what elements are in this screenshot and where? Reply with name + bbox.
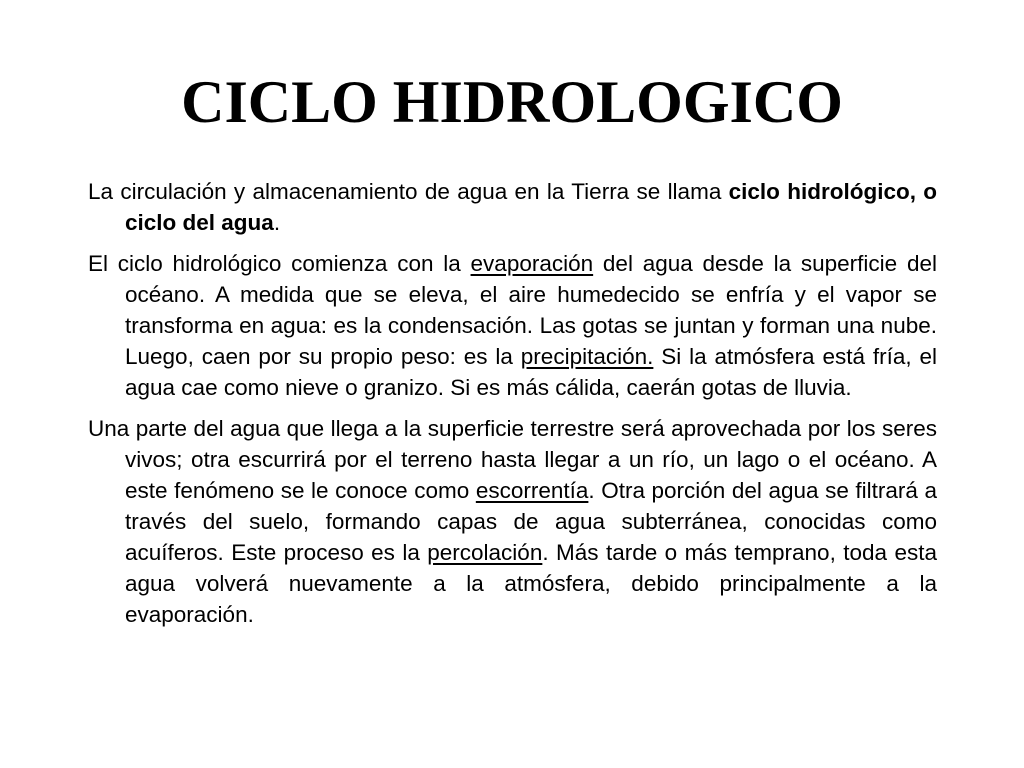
paragraph-process-text-1: El ciclo hidrológico comienza con la bbox=[88, 251, 471, 276]
term-ciclo-hidrologico: ciclo hidrológico, o ciclo del agua bbox=[125, 179, 937, 235]
paragraph-runoff-text-1: Una parte del agua que llega a la superficie terrestre será aprovechada por los seres vivos; otra escurrirá por el terreno hasta llegar a un río, un lago o el océano. A este fenómeno se le conoce como bbox=[88, 416, 937, 503]
paragraph-process-text-3: Si la atmósfera está fría, el agua cae como nieve o granizo. Si es más cálida, caerán gotas de lluvia. bbox=[125, 344, 938, 400]
paragraph-definition-end: . bbox=[273, 210, 281, 235]
term-escorrentia: escorrentía bbox=[475, 478, 589, 503]
paragraph-definition-text: La circulación y almacenamiento de agua en la Tierra se llama bbox=[88, 179, 729, 204]
paragraph-process bbox=[88, 248, 937, 403]
slide-body bbox=[88, 176, 937, 640]
paragraph-runoff-text-2: . Otra porción del agua se filtrará a través del suelo, formando capas de agua subterránea, conocidas como acuíferos. Este proceso es la bbox=[125, 478, 937, 565]
term-percolacion: percolación bbox=[427, 540, 543, 565]
term-precipitacion: precipitación. bbox=[520, 344, 654, 369]
paragraph-runoff bbox=[88, 413, 937, 630]
slide-title: CICLO HIDROLOGICO bbox=[181, 69, 843, 135]
paragraph-process-text-2: del agua desde la superficie del océano. A medida que se eleva, el aire humedecido se enfría y el vapor se transforma en agua: es la condensación. Las gotas se juntan y forman una nube. Luego, caen por su propio peso: es la bbox=[125, 251, 937, 369]
term-evaporacion: evaporación bbox=[470, 251, 594, 276]
paragraph-definition bbox=[88, 176, 937, 238]
paragraph-runoff-text-3: . Más tarde o más temprano, toda esta agua volverá nuevamente a la atmósfera, debido principalmente a la evaporación. bbox=[125, 540, 937, 627]
